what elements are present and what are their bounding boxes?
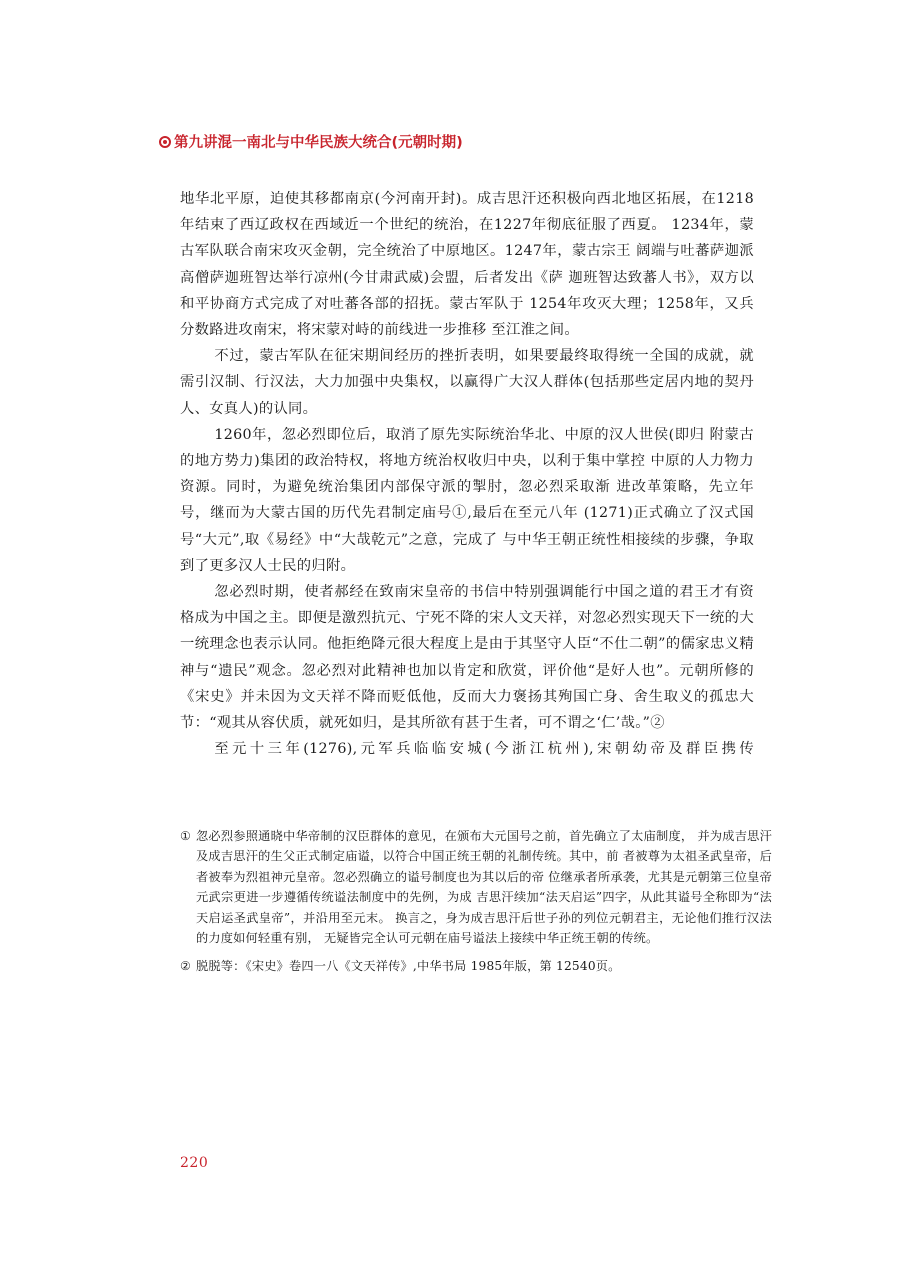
footnote-marker: ① <box>180 829 192 843</box>
chapter-bullet-icon <box>159 136 171 148</box>
footnote-text: 忽必烈参照通晓中华帝制的汉臣群体的意见，在颁布大元国号之前，首先确立了太庙制度， 并为成吉思汗及成吉思汗的生父正式制定庙谥，以符合中国正统王朝的礼制传统。其中，前 者被尊为太祖圣武皇帝，后者被奉为烈祖神元皇帝。忽必烈确立的谥号制度也为其以后的帝 位继承者所承袭，尤其是元朝第三位皇帝元武宗更进一步遵循传统谥法制度中的先例，为成 吉思汗续加“法天启运”四字，从此其谥号全称即为“法天启运圣武皇帝”，并沿用至元末。 换言之，身为成吉思汗后世子孙的列位元朝君主，无论他们推行汉法的力度如何轻重有别， 无疑皆完全认可元朝在庙号谥法上接续中华正统王朝的传统。 <box>196 829 772 946</box>
paragraph: 1260年，忽必烈即位后，取消了原先实际统治华北、中原的汉人世侯(即归 附蒙古的地方势力)集团的政治特权，将地方统治权收归中央，以利于集中掌控 中原的人力物力资源。同时，为避免统治集团内部保守派的掣肘，忽必烈采取渐 进改革策略，先立年号，继而为大蒙古国的历代先君制定庙号①,最后在至元八年 (1271)正式确立了汉式国号“大元”,取《易经》中“大哉乾元”之意，完成了 与中华王朝正统性相接续的步骤，争取到了更多汉人士民的归附。 <box>180 426 754 574</box>
paragraph: 至元十三年(1276),元军兵临临安城(今浙江杭州),宋朝幼帝及群臣携传 <box>214 741 754 758</box>
page-number: 220 <box>180 1155 209 1171</box>
footnote <box>180 956 772 976</box>
footnote <box>180 826 772 948</box>
chapter-title: 第九讲混一南北与中华民族大统合(元朝时期) <box>174 135 463 151</box>
paragraph: 忽必烈时期，使者郝经在致南宋皇帝的书信中特别强调能行中国之道的君王才有资格成为中国之主。即便是激烈抗元、宁死不降的宋人文天祥，对忽必烈实现天下一统的大一统理念也表示认同。他拒绝降元很大程度上是由于其坚守人臣“不仕二朝”的儒家忠义精神与“遗民”观念。忽必烈对此精神也加以肯定和欣赏，评价他“是好人也”。元朝所修的《宋史》并未因为文天祥不降而贬低他，反而大力褒扬其殉国亡身、舍生取义的孤忠大节：“观其从容伏质，就死如归，是其所欲有甚于生者，可不谓之‘仁’哉。”② <box>180 584 754 732</box>
paragraph: 不过，蒙古军队在征宋期间经历的挫折表明，如果要最终取得统一全国的成就，就需引汉制、行汉法，大力加强中央集权，以赢得广大汉人群体(包括那些定居内地的契丹人、女真人)的认同。 <box>180 348 754 417</box>
footnote-text: 脱脱等：《宋史》卷四一八《文天祥传》,中华书局 1985年版，第 12540页。 <box>196 959 621 974</box>
footnotes <box>180 826 772 985</box>
chapter-header <box>159 131 463 152</box>
main-text <box>180 186 754 762</box>
footnote-marker: ② <box>180 959 192 974</box>
paragraph: 地华北平原，迫使其移都南京(今河南开封)。成吉思汗还积极向西北地区拓展，在1218年结束了西辽政权在西域近一个世纪的统治，在1227年彻底征服了西夏。 1234年，蒙古军队联合南宋攻灭金朝，完全统治了中原地区。1247年，蒙古宗王 阔端与吐蕃萨迦派高僧萨迦班智达举行凉州(今甘肃武威)会盟，后者发出《萨 迦班智达致蕃人书》，双方以和平协商方式完成了对吐蕃各部的招抚。蒙古军队于 1254年攻灭大理；1258年，又兵分数路进攻南宋，将宋蒙对峙的前线进一步推移 至江淮之间。 <box>180 191 754 339</box>
